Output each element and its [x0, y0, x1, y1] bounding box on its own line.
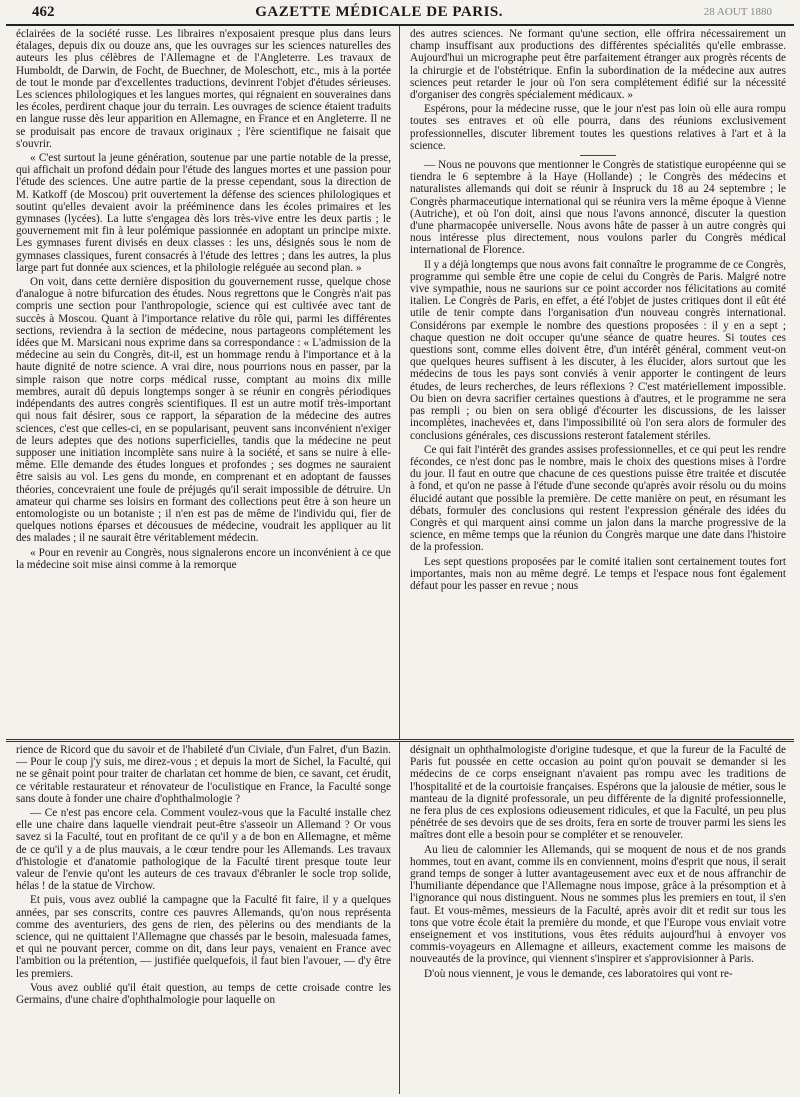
paragraph: des autres sciences. Ne formant qu'une section, elle offrira nécessairement un champ insuffisant aux productions des différentes spécialités qu'elle embrasse. Aujourd'hui un micrographe peut être parfaitement étranger aux progrès récents de la chirurgie et de l'obstétrique. Enfin la subordination de la médecine aux autres sciences peut retarder le jour où l'on sera complétement édifié sur la nécessité d'organiser des congrès spécialement médicaux. »	[410, 28, 786, 102]
main-article-right-column	[400, 26, 794, 739]
paragraph: éclairées de la société russe. Les libraires n'exposaient presque plus dans leurs étalages, depuis dix ou douze ans, que les ouvrages sur les sciences naturelles des auteurs les plus célèbres de l'Allemagne et de l'Angleterre. Les travaux de Humboldt, de Darwin, de Focht, de Buechner, de Moleschott, etc., mis à la portée de tout le monde par d'excellentes traductions, devinrent l'objet d'études sérieuses. Les sciences philologiques et les langues mortes, qui régnaient en souveraines dans les écoles, perdirent chaque jour du terrain. Les ouvrages de science étaient traduits en langue russe dès leur apparition en Allemagne, en France et en Angleterre. Il ne se produisait pas encore de travaux originaux ; l'ère scientifique ne faisait que s'ouvrir.	[16, 28, 391, 150]
paragraph: Il y a déjà longtemps que nous avons fait connaître le programme de ce Congrès, programme qui semble être une copie de celui du Congrès de Paris. Malgré notre vive sympathie, nous ne saurions sur ce point accorder nos félicitations au comité italien. Le Congrès de Paris, en effet, a été l'objet de justes critiques dont il eût été utile de tenir compte dans l'organisation d'un nouveau congrès international. Considérons par exemple le nombre des questions proposées : il y en a sept ; chaque question ne doit occuper qu'une séance de quatre heures. Si toutes ces questions sont, comme elles doivent être, d'un intérêt général, comment veut-on que quelques heures suffisent à les discuter, à les élucider, alors surtout que les médecins de tous les pays sont conviés à venir apporter le contingent de leurs études, de leurs recherches, de leurs réflexions ? C'est matériellement impossible. Ou bien on devra sacrifier certaines questions à d'autres, et le programme ne sera pas rempli ; ou bien on sera obligé d'écourter les discussions, de les laisser incomplètes, inachevées et, dans l'impossibilité où l'on sera alors de formuler des conclusions générales, ces discussions resteront fatalement stériles.	[410, 258, 786, 442]
paragraph: Vous avez oublié qu'il était question, au temps de cette croisade contre les Germains, d'une chaire d'ophthalmologie pour laquelle on	[16, 981, 391, 1007]
paragraph: désignait un ophthalmologiste d'origine tudesque, et que la fureur de la Faculté de Paris fut poussée en cette occasion au point qu'on pouvait se demander si les médecins de ce corps enseignant n'avaient pas rompu avec les traditions de l'hospitalité et de la courtoisie françaises. Espérons que la jalousie de métier, sous le manteau de la dignité professorale, un peu différente de la dignité professionnelle, ne fera plus de ces explosions odieusement ridicules, et que la Faculté, un peu plus pénétrée de ses devoirs que de ses droits, fera en sorte de trouver parmi les siens les maîtres dont elle a besoin pour se compléter et se renouveler.	[410, 744, 786, 842]
paragraph: Ce qui fait l'intérêt des grandes assises professionnelles, et ce qui peut les rendre fécondes, ce n'est donc pas le nombre, mais le choix des questions mises à l'ordre du jour. Il faut en outre que chacune de ces questions puisse être traitée et discutée à fond, et qu'on ne passe à l'étude d'une seconde qu'après avoir résolu ou du moins élucidé autant que possible la première. De cette manière on peut, en résumant les débats, formuler des conclusions qui restent l'expression générale des idées du Congrès et qui marquent ainsi comme un jalon dans la marche progressive de la science, en même temps que la réunion du Congrès marque une date dans l'histoire de la profession.	[410, 443, 786, 554]
paragraph: D'où nous viennent, je vous le demande, ces laboratoires qui vont re-	[424, 967, 733, 980]
feuilleton-right-column	[400, 742, 794, 1094]
feuilleton-left-column	[6, 742, 400, 1094]
paragraph: Et puis, vous avez oublié la campagne que la Faculté fit faire, il y a quelques années, par ses conscrits, contre ces pauvres Allemands, qu'on nous représenta comme des aventuriers, des gens de rien, des pèlerins ou des mendiants de la science, qui ne quittaient l'Allemagne que chassés par le besoin, malesuada fames, et qui ne pouvant percer, comme on dit, dans leur pays, venaient en France avec l'ambition ou la prétention, — justifiée quelquefois, il faut bien l'avouer, — d'y être les premiers.	[16, 894, 391, 980]
paragraph: — Ce n'est pas encore cela. Comment voulez-vous que la Faculté installe chez elle une chaire dans laquelle viendrait peut-être s'asseoir un Allemand ? Or vous savez si la Faculté, tout en profitant de ce qu'il y a de bon en Allemagne, et même de ce qu'il y a de plus mauvais, a le cœur tendre pour les Allemands. Les travaux d'histologie et d'anatomie pathologique de la Faculté tirent presque toute leur valeur de l'envie qu'ont les auteurs de ces travaux d'ébranler le socle trop solide, hélas ! de la statue de Virchow.	[16, 807, 391, 893]
paragraph: rience de Ricord que du savoir et de l'habileté d'un Civiale, d'un Falret, d'un Bazin. — Pour le coup j'y suis, me direz-vous ; et depuis la mort de Sichel, la Faculté, qui ne se gênait point pour traiter de charlatan cet homme de bien, ce savant, cet érudit, ce véritable restaurateur et rénovateur de l'oculistique en France, la Faculté songe sans doute à fonder une chaire d'ophthalmologie ?	[16, 744, 391, 805]
paragraph: — Nous ne pouvons que mentionner le Congrès de statistique européenne qui se tiendra le 6 septembre à la Haye (Hollande) ; le Congrès des médecins et naturalistes allemands qui doit se réunir à Inspruck du 18 au 24 septembre ; le Congrès pharmaceutique international qui se réunira vers la même époque à Vienne (Autriche), et où l'on doit, ainsi que nous l'avons annoncé, discuter la question d'une pharmacopée universelle. Nous avons hâte de passer à un autre congrès qui nous intéresse plus directement, nous voulons parler du Congrès médical international de Florence.	[410, 159, 786, 257]
paragraph: « C'est surtout la jeune génération, soutenue par une partie notable de la presse, qui affichait un profond dédain pour l'étude des langues mortes et une passion pour l'étude des sciences. Une autre partie de la presse cependant, sous la direction de M. Katkoff (de Moscou) prit ouvertement la défense des sciences philologiques et soutint qu'elles devaient avoir la prééminence dans les écoles primaires et les gymnases (lycées). La lutte s'engagea dès lors très-vive entre les deux partis ; le gouvernement mit fin à leur polémique passionnée en adoptant un principe mixte. Les gymnases furent divisés en deux classes : les uns, désignés sous le nom de gymnases classiques, furent consacrés à l'étude des lettres ; dans les autres, la plus large part fut donnée aux sciences, et la philologie reléguée au second plan. »	[16, 152, 391, 274]
paragraph: Au lieu de calomnier les Allemands, qui se moquent de nous et de nos grands hommes, tout en avant, comme ils en conviennent, moins d'esprit que nous, il serait grand temps de songer à lutter avantageusement avec eux et de nous affranchir de l'humiliante dépendance que l'Allemagne nous impose, grâce à la présomption et à l'ignorance qui nous distinguent. Nous ne sommes plus les premiers en tout, il s'en faut. Et vous-mêmes, messieurs de la Faculté, après avoir dit et redit sur tous les tons que votre école était la première du monde, et que l'Europe vous enviait votre enseignement et vos institutions, vous êtes réduits aujourd'hui à envoyer vos commis-voyageurs en Allemagne et ailleurs, exactement comme les maisons de nouveautés de la province, qui viennent s'inspirer et s'approvisionner à Paris.	[410, 843, 786, 966]
feuilleton	[6, 739, 794, 1094]
section-divider	[580, 155, 616, 156]
paragraph: Espérons, pour la médecine russe, que le jour n'est pas loin où elle aura rompu toutes ses entraves et où elle pourra, dans des réunions exclusivement professionnelles, discuter librement toutes les questions relatives à l'art et à la science.	[410, 103, 786, 152]
page-header	[6, 0, 794, 26]
journal-title: GAZETTE MÉDICALE DE PARIS.	[255, 3, 503, 20]
main-article	[6, 26, 794, 739]
page-number: 462	[32, 3, 55, 20]
main-article-left-column	[6, 26, 400, 739]
bleed-through-date: 28 AOUT 1880	[703, 6, 772, 18]
paragraph: Les sept questions proposées par le comité italien sont certainement toutes fort importantes, mais non au même degré. Le temps et l'espace nous font également défaut pour les passer en revue ; nous	[410, 555, 786, 592]
paragraph: On voit, dans cette dernière disposition du gouvernement russe, quelque chose d'analogue à notre bifurcation des études. Nous regrettons que le Congrès n'ait pas compris une section pour l'anthropologie, science qui est cultivée avec tant de succès à Moscou. Quant à l'importance relative du rôle qui, parmi les différentes sections, reviendra à la section de médecine, nous partageons complétement les idées que M. Marsicani nous exprime dans sa correspondance : « L'admission de la médecine au sein du Congrès, dit-il, est un hommage rendu à l'importance et à la haute dignité de notre science. A vrai dire, nous pourrions nous en passer, par la simple raison que notre corps médical russe, comptant au moins dix mille membres, aurait dû depuis longtemps songer à se réunir en congrès périodiques indépendants des autres congrès scientifiques. Il est un autre motif très-important qui nous fait désirer, sous ce rapport, la séparation de la médecine des autres sciences, c'est que celles-ci, en se popularisant, peuvent sans inconvénient n'exiger de leurs adeptes que des notions superficielles, tandis que la médecine ne peut supposer une initiation incomplète sans nuire à la société, et sans se nuire à elle-même. Elle demande des études longues et profondes ; ses dogmes ne sauraient être saisis au vol. Les gens du monde, en comprenant et en adoptant de fausses théories, concevraient une foule de préjugés qu'il serait impossible de détruire. Un amateur qui charme ses loisirs en formant des collections peut être à son heure un entomologiste ou un botaniste ; il n'en est pas de même de l'individu qui, fier de quelques notions éparses et décousues de médecine, voudrait les appliquer au lit des malades ; il ne saurait être véritablement médecin.	[16, 276, 391, 545]
paragraph: « Pour en revenir au Congrès, nous signalerons encore un inconvénient à ce que la médecine soit mise ainsi comme à la remorque	[16, 546, 391, 571]
